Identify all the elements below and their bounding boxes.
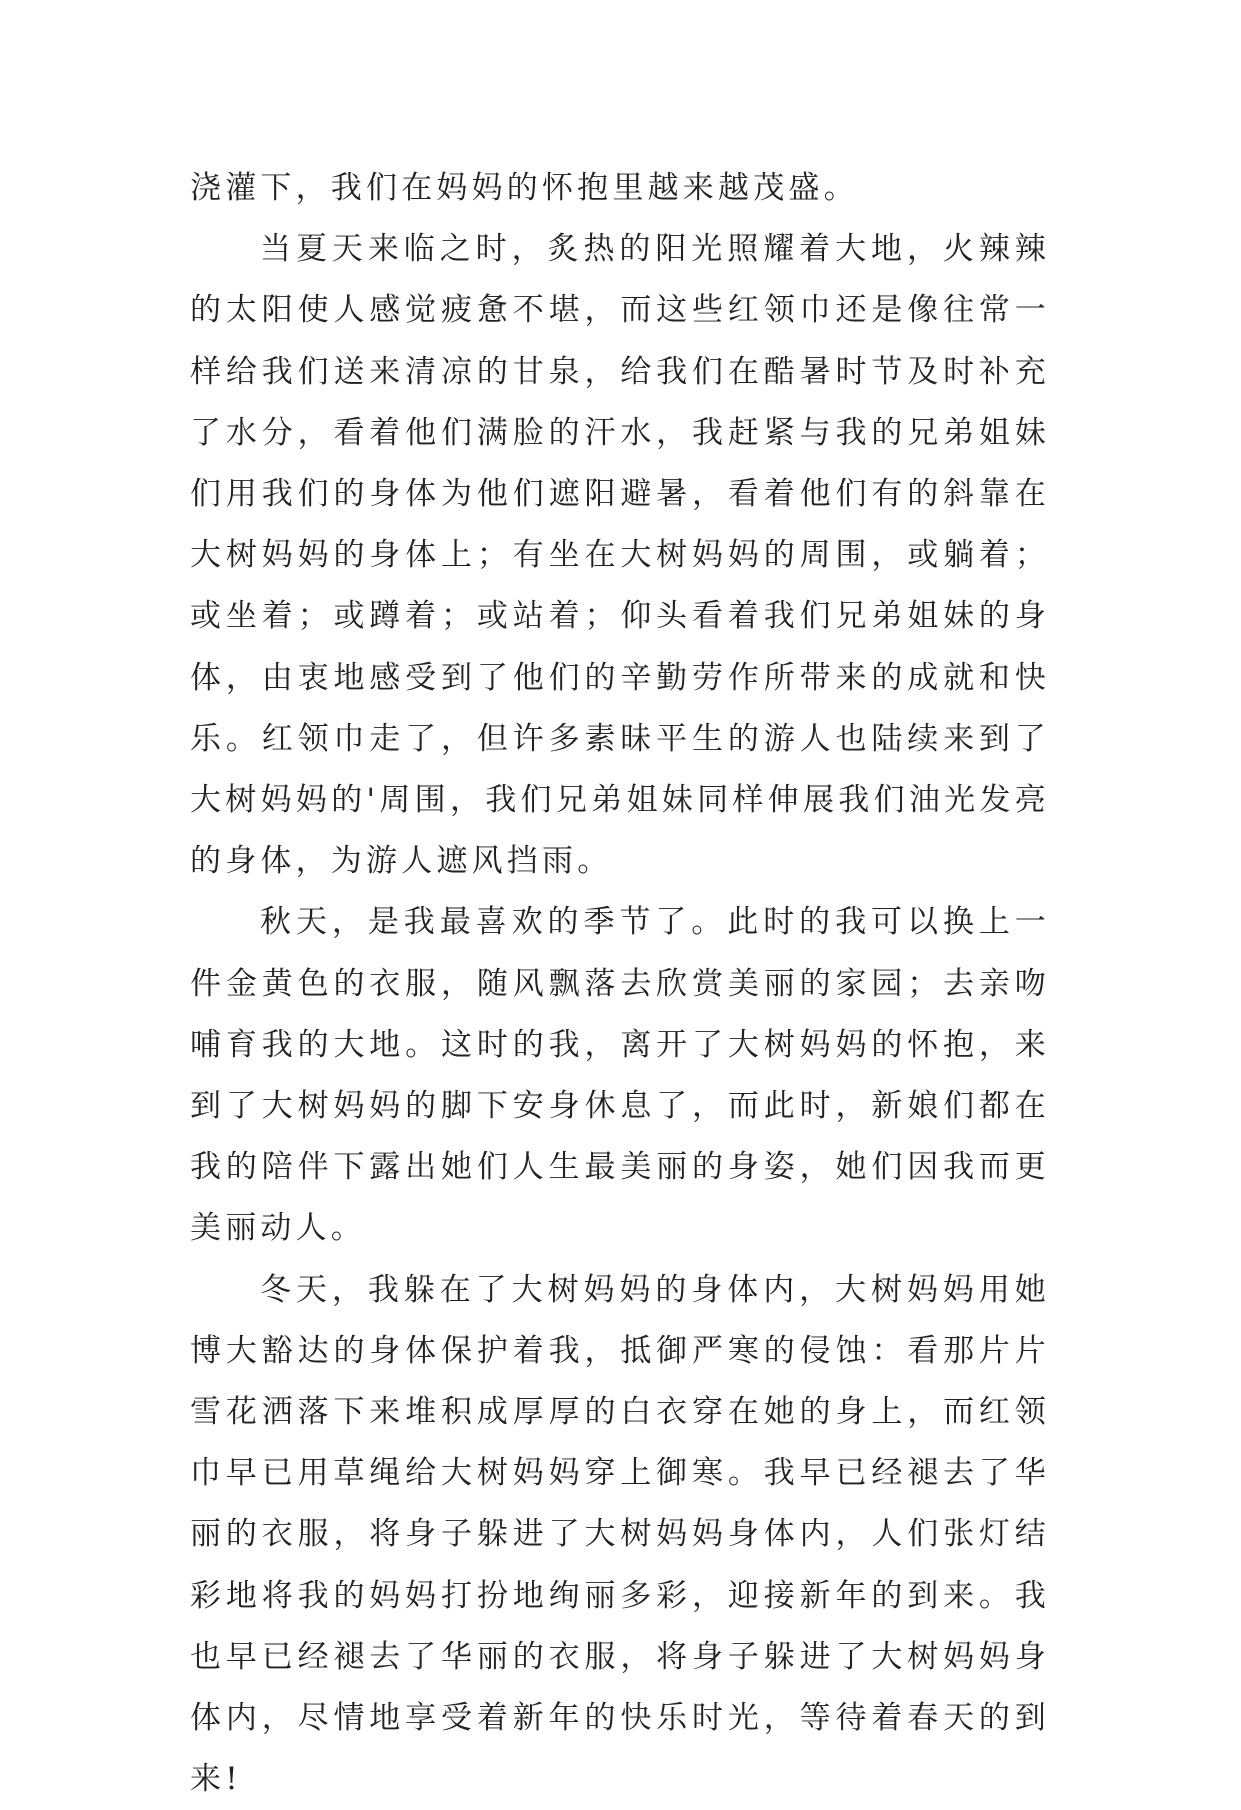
paragraph-winter: 冬天，我躲在了大树妈妈的身体内，大树妈妈用她博大豁达的身体保护着我，抵御严寒的侵蚀：看那片片雪花洒落下来堆积成厚厚的白衣穿在她的身上，而红领巾早已用草绳给大树妈妈穿上御寒。我早已经褪去了华丽的衣服，将身子躲进了大树妈妈身体内，人们张灯结彩地将我的妈妈打扮地绚丽多彩，迎接新年的到来。我也早已经褪去了华丽的衣服，将身子躲进了大树妈妈身体内，尽情地享受着新年的快乐时光，等待着春天的到来! xyxy=(190,1271,1050,1798)
paragraph-continuation: 浇灌下，我们在妈妈的怀抱里越来越茂盛。 xyxy=(190,170,859,206)
paragraph-summer: 当夏天来临之时，炙热的阳光照耀着大地，火辣辣的太阳使人感觉疲惫不堪，而这些红领巾还是像往常一样给我们送来清凉的甘泉，给我们在酷暑时节及时补充了水分，看着他们满脸的汗水，我赶紧与我的兄弟姐妹们用我们的身体为他们遮阳避暑，看着他们有的斜靠在大树妈妈的身体上；有坐在大树妈妈的周围，或躺着；或坐着；或蹲着；或站着；仰头看着我们兄弟姐妹的身体，由衷地感受到了他们的辛勤劳作所带来的成就和快乐。红领巾走了，但许多素昧平生的游人也陆续来到了大树妈妈的'周围，我们兄弟姐妹同样伸展我们油光发亮的身体，为游人遮风挡雨。 xyxy=(190,231,1050,880)
paragraph-autumn: 秋天，是我最喜欢的季节了。此时的我可以换上一件金黄色的衣服，随风飘落去欣赏美丽的家园；去亲吻哺育我的大地。这时的我，离开了大树妈妈的怀抱，来到了大树妈妈的脚下安身休息了，而此时，新娘们都在我的陪伴下露出她们人生最美丽的身姿，她们因我而更美丽动人。 xyxy=(190,904,1050,1247)
essay-body xyxy=(190,158,1050,1810)
